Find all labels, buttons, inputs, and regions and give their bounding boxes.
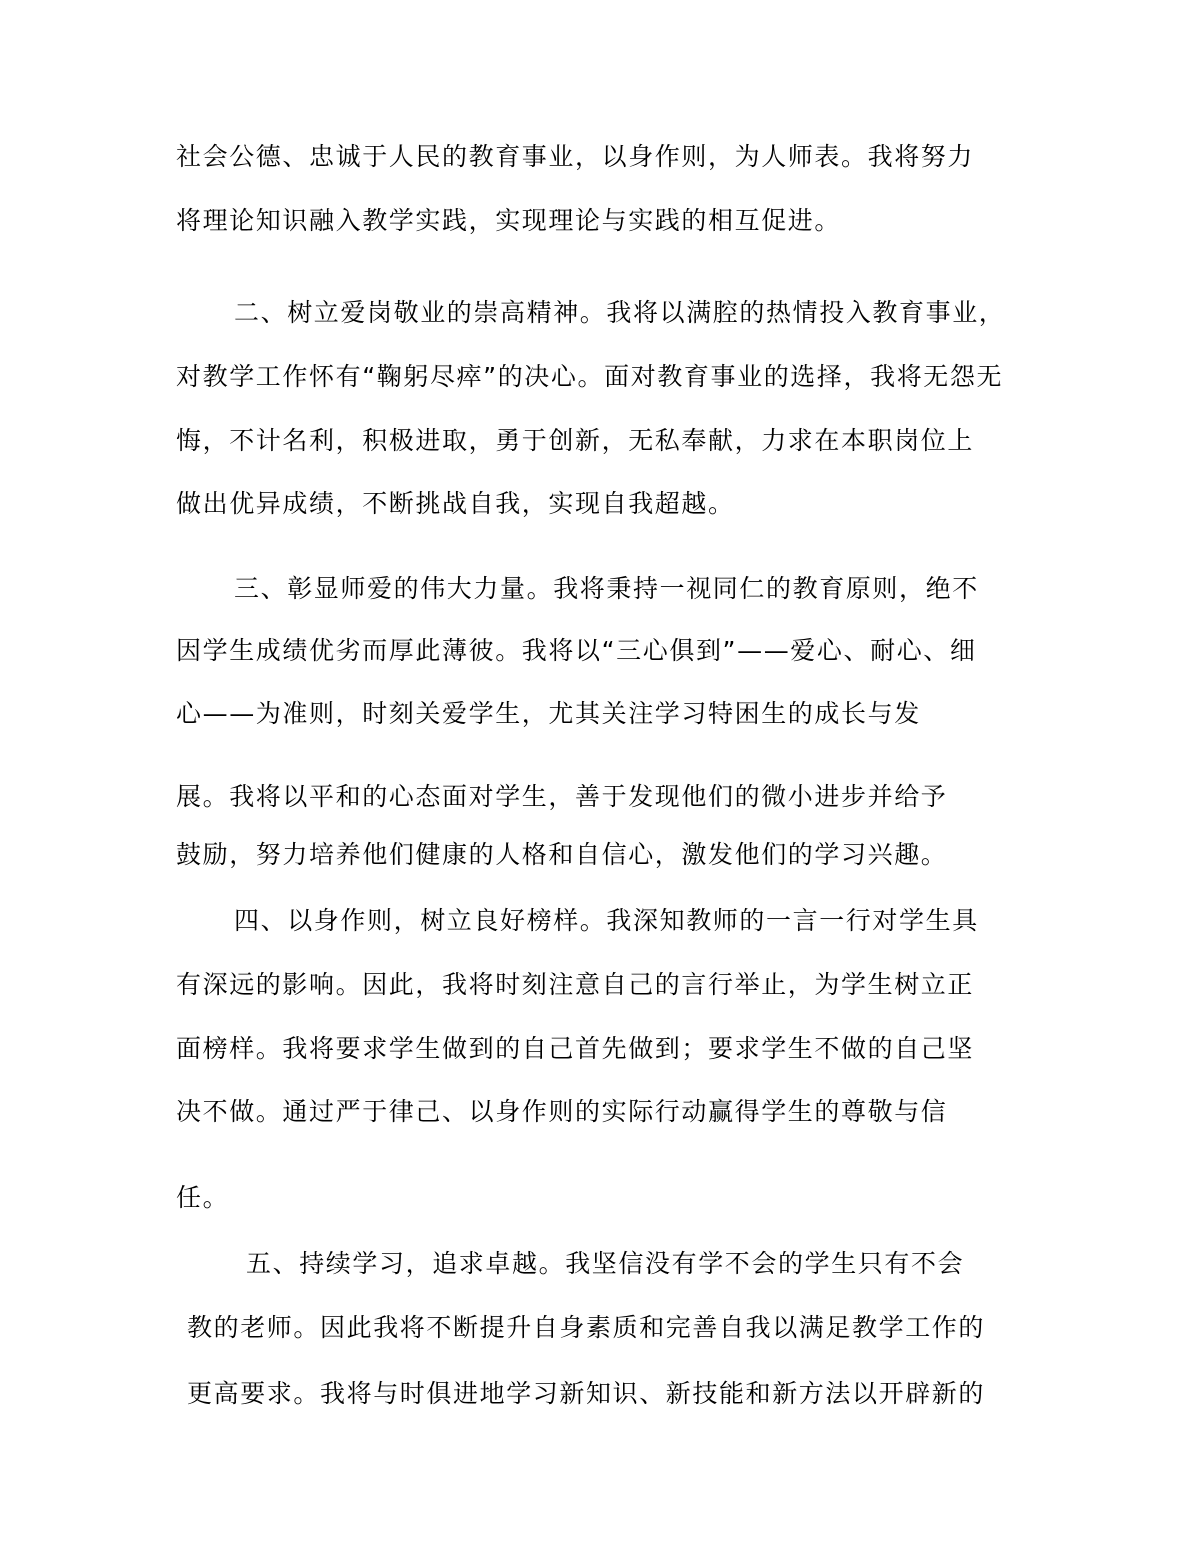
text-line: 对教学工作怀有“鞠躬尽瘁”的决心。面对教育事业的选择，我将无怨无 (176, 362, 1004, 391)
paragraph-heading-line: 四、以身作则，树立良好榜样。我深知教师的一言一行对学生具 (234, 906, 979, 935)
text-line: 更高要求。我将与时俱进地学习新知识、新技能和新方法以开辟新的 (187, 1379, 986, 1408)
text-line: 心——为准则，时刻关爱学生，尤其关注学习特困生的成长与发 (176, 699, 921, 728)
text-line: 将理论知识融入教学实践，实现理论与实践的相互促进。 (176, 206, 842, 235)
paragraph-heading-line: 二、树立爱岗敬业的崇高精神。我将以满腔的热情投入教育事业， (234, 298, 1006, 327)
text-line: 鼓励，努力培养他们健康的人格和自信心，激发他们的学习兴趣。 (176, 840, 948, 869)
text-line: 展。我将以平和的心态面对学生，善于发现他们的微小进步并给予 (176, 782, 948, 811)
text-line: 决不做。通过严于律己、以身作则的实际行动赢得学生的尊敬与信 (176, 1097, 948, 1126)
text-line: 悔，不计名利，积极进取，勇于创新，无私奉献，力求在本职岗位上 (176, 426, 975, 455)
paragraph-heading-line: 三、彰显师爱的伟大力量。我将秉持一视同仁的教育原则，绝不 (234, 574, 979, 603)
text-line: 面榜样。我将要求学生做到的自己首先做到；要求学生不做的自己坚 (176, 1034, 975, 1063)
text-line: 教的老师。因此我将不断提升自身素质和完善自我以满足教学工作的 (187, 1313, 986, 1342)
text-line: 有深远的影响。因此，我将时刻注意自己的言行举止，为学生树立正 (176, 970, 975, 999)
text-line: 因学生成绩优劣而厚此薄彼。我将以“三心俱到”——爱心、耐心、细 (176, 636, 977, 665)
paragraph-heading-line: 五、持续学习，追求卓越。我坚信没有学不会的学生只有不会 (246, 1249, 965, 1278)
text-line: 社会公德、忠诚于人民的教育事业，以身作则，为人师表。我将努力 (176, 142, 975, 171)
text-line: 做出优异成绩，不断挑战自我，实现自我超越。 (176, 489, 735, 518)
text-line: 任。 (176, 1183, 230, 1212)
